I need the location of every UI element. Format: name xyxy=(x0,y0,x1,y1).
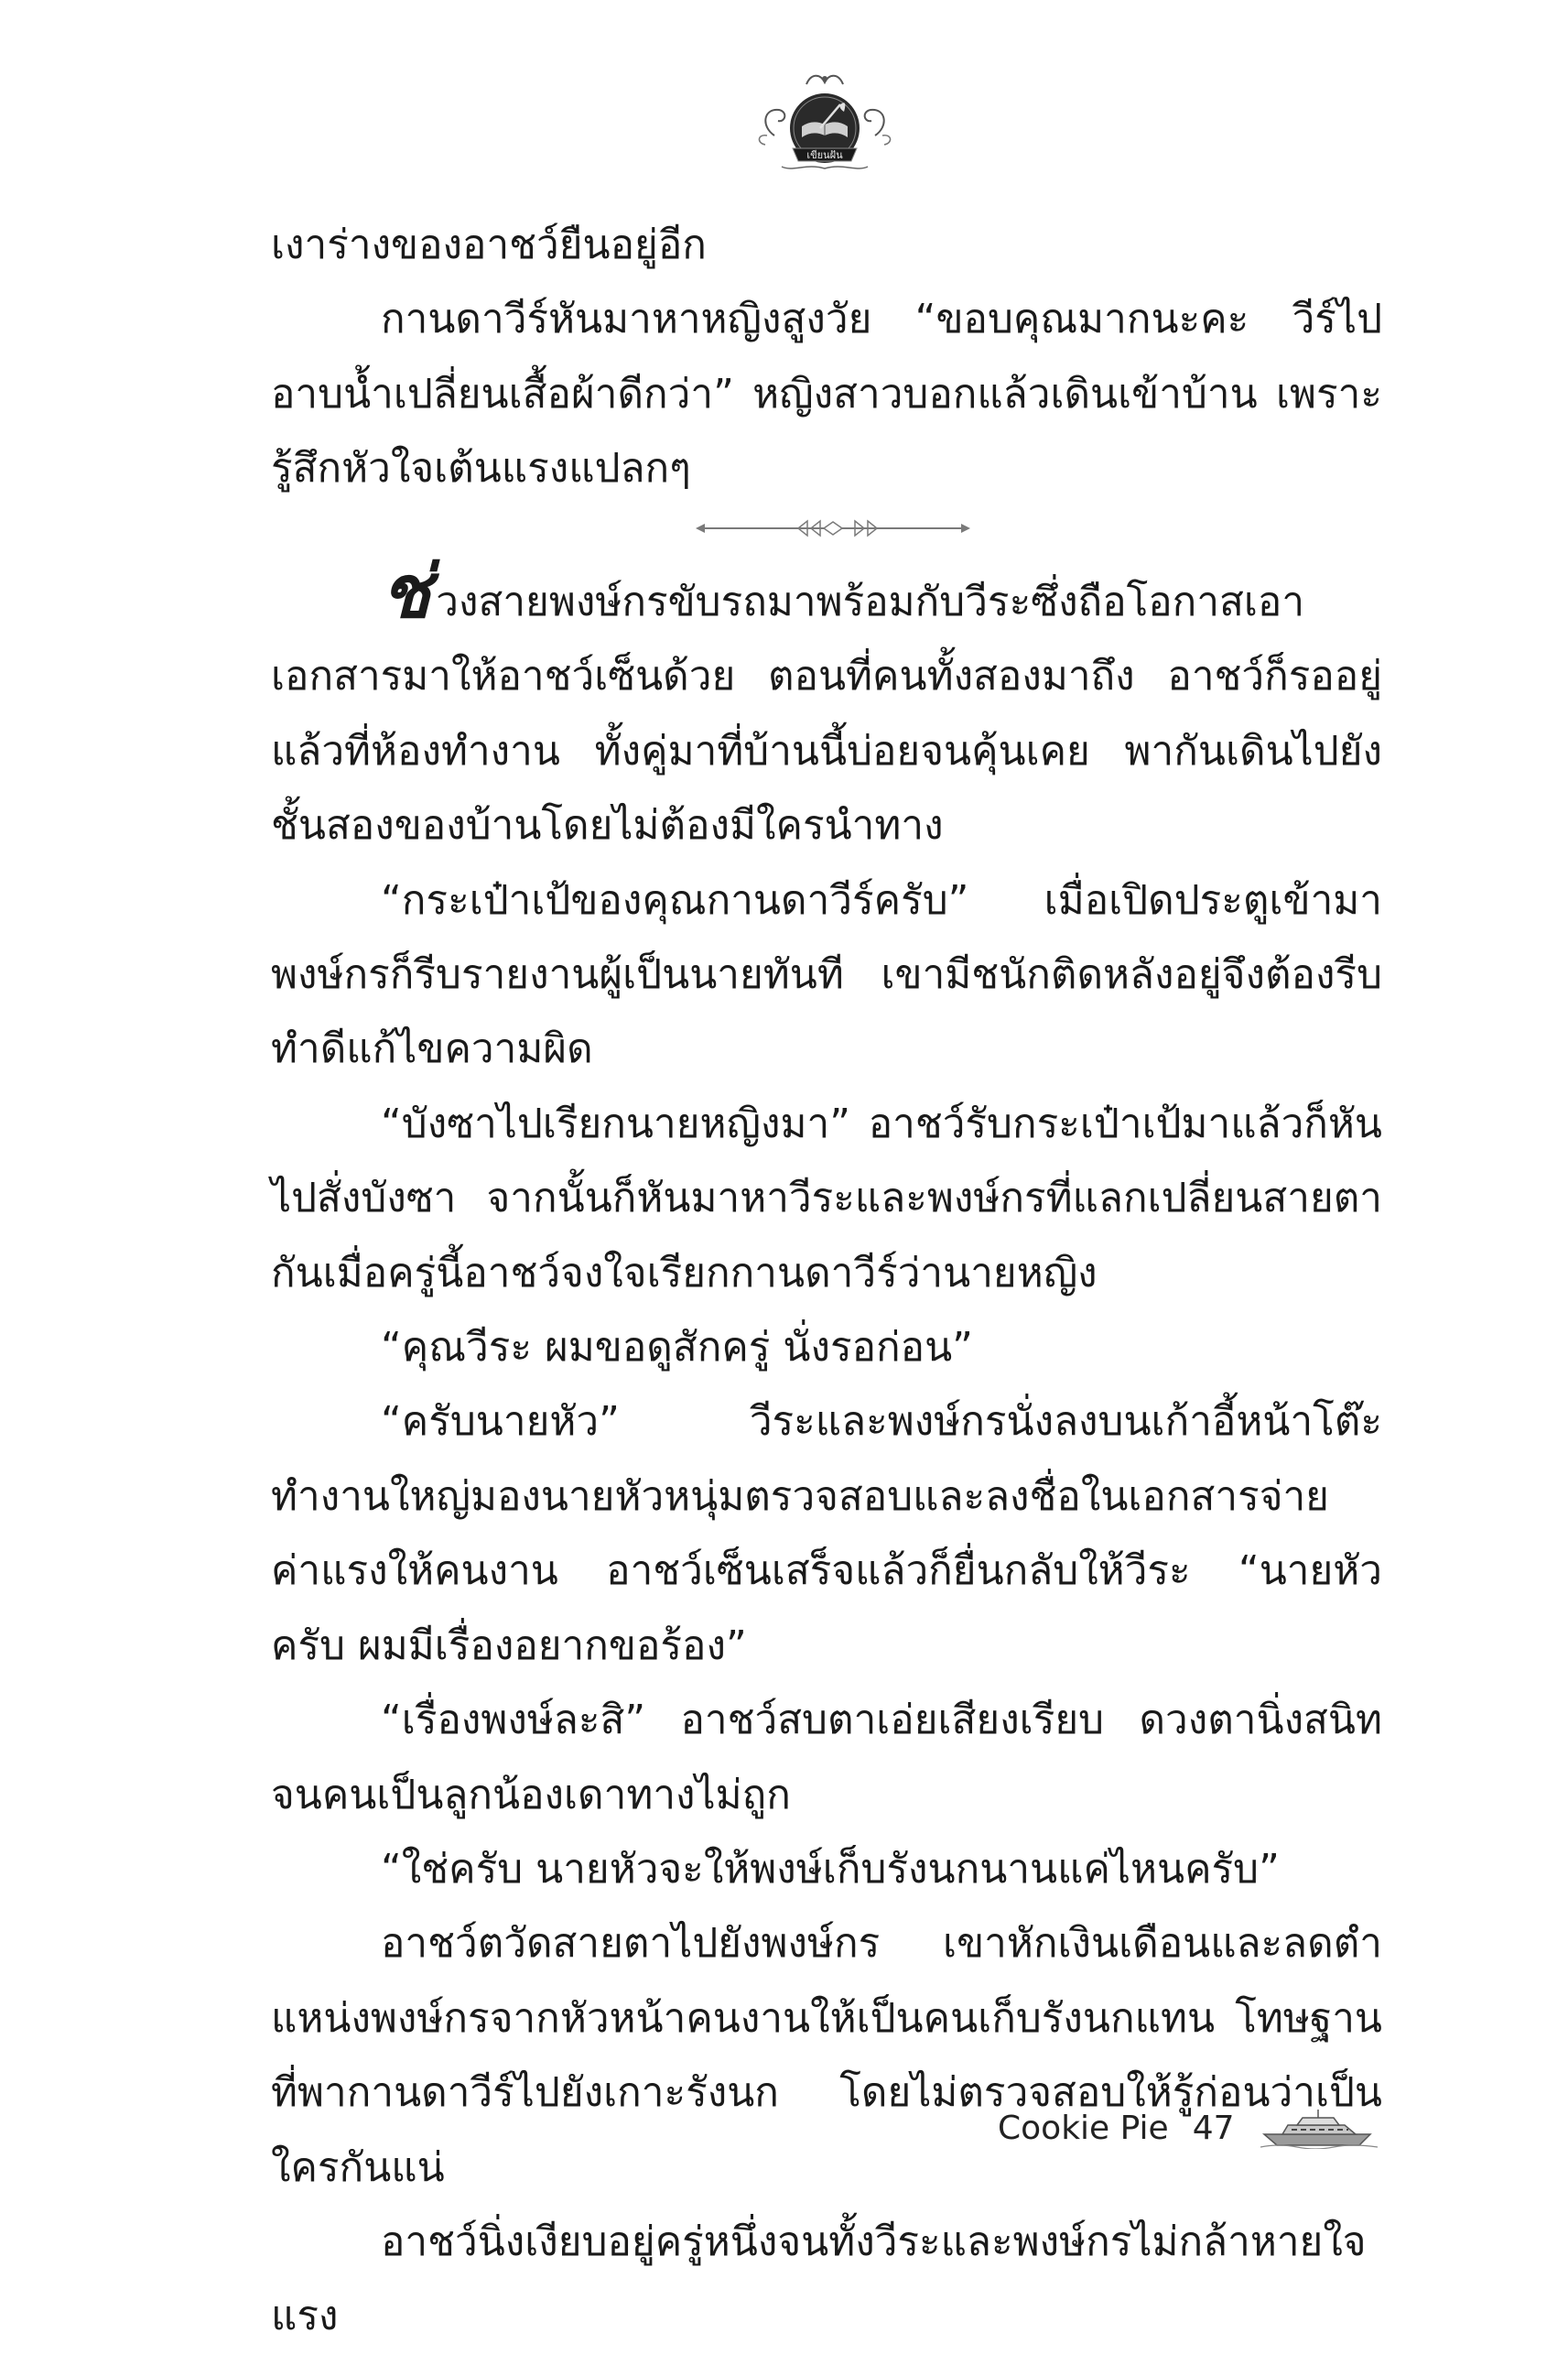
paragraph: “บังซาไปเรียกนายหญิงมา” อาชว์รับกระเป๋าเป้มาแล้วก็หันไปสั่งบังซา จากนั้นก็หันมาหาวีระและพงษ์กรที่แลกเปลี่ยนสายตากันเมื่อครู่นี้อาชว์จงใจเรียกกานดาวีร์ว่านายหญิง xyxy=(271,1100,1382,1296)
paragraph-first xyxy=(271,548,1382,863)
page-footer xyxy=(998,2100,1379,2155)
paragraph: “เรื่องพงษ์ละสิ” อาชว์สบตาเอ่ยเสียงเรียบ ดวงตานิ่งสนิทจนคนเป็นลูกน้องเดาทางไม่ถูก xyxy=(271,1697,1382,1818)
paragraph: อาชว์นิ่งเงียบอยู่ครู่หนึ่งจนทั้งวีระและพงษ์กรไม่กล้าหายใจแรง xyxy=(271,2218,1367,2340)
paragraph: “คุณวีระ ผมขอดูสักครู่ นั่งรอก่อน” xyxy=(381,1324,973,1372)
text-block-2 xyxy=(271,548,1382,2354)
ornate-book-emblem-icon xyxy=(756,71,893,174)
paragraph: “กระเป๋าเป้ของคุณกานดาวีร์ครับ” เมื่อเปิดประตูเข้ามาพงษ์กรก็รีบรายงานผู้เป็นนายทันที เขามีชนักติดหลังอยู่จึงต้องรีบทำดีแก้ไขความผิด xyxy=(271,876,1382,1073)
author-name: Cookie Pie xyxy=(998,2109,1169,2147)
drop-cap: ช่ xyxy=(381,548,431,635)
ornamental-arrow-divider-icon xyxy=(696,515,970,542)
text-block-1 xyxy=(271,208,1382,506)
paragraph: อาชว์ตวัดสายตาไปยังพงษ์กร เขาหักเงินเดือนและลดตำแหน่งพงษ์กรจากหัวหน้าคนงานให้เป็นคนเก็บรังนกแทน โทษฐานที่พากานดาวีร์ไปยังเกาะรังนก โดยไม่ตรวจสอบให้รู้ก่อนว่าเป็นใครกันแน่ xyxy=(271,1920,1382,2191)
page-number: 47 xyxy=(1192,2109,1235,2147)
logo-text: เขียนฝัน xyxy=(806,149,843,161)
paragraph: เงาร่างของอาชว์ยืนอยู่อีก xyxy=(271,222,707,268)
paragraph: “ใช่ครับ นายหัวจะให้พงษ์เก็บรังนกนานแค่ไหนครับ” xyxy=(381,1845,1280,1893)
paragraph: “ครับนายหัว” วีระและพงษ์กรนั่งลงบนเก้าอี้หน้าโต๊ะทำงานใหญ่มองนายหัวหนุ่มตรวจสอบและลงชื่อในเอกสารจ่ายค่าแรงให้คนงาน อาชว์เซ็นเสร็จแล้วก็ยื่นกลับให้วีระ “นายหัวครับ ผมมีเรื่องอยากขอร้อง” xyxy=(271,1398,1382,1669)
yacht-icon xyxy=(1260,2107,1379,2149)
paragraph-first-text: วงสายพงษ์กรขับรถมาพร้อมกับวีระซึ่งถือโอกาสเอาเอกสารมาให้อาชว์เซ็นด้วย ตอนที่คนทั้งสองมาถึง อาชว์ก็รออยู่แล้วที่ห้องทำงาน ทั้งคู่มาที่บ้านนี้บ่อยจนคุ้นเคย พากันเดินไปยังชั้นสองของบ้านโดยไม่ต้องมีใครนำทาง xyxy=(271,579,1382,850)
paragraph: กานดาวีร์หันมาหาหญิงสูงวัย “ขอบคุณมากนะคะ วีร์ไปอาบน้ำเปลี่ยนเสื้อผ้าดีกว่า” หญิงสาวบอกแล้วเดินเข้าบ้าน เพราะรู้สึกหัวใจเต้นแรงแปลกๆ xyxy=(271,296,1382,493)
